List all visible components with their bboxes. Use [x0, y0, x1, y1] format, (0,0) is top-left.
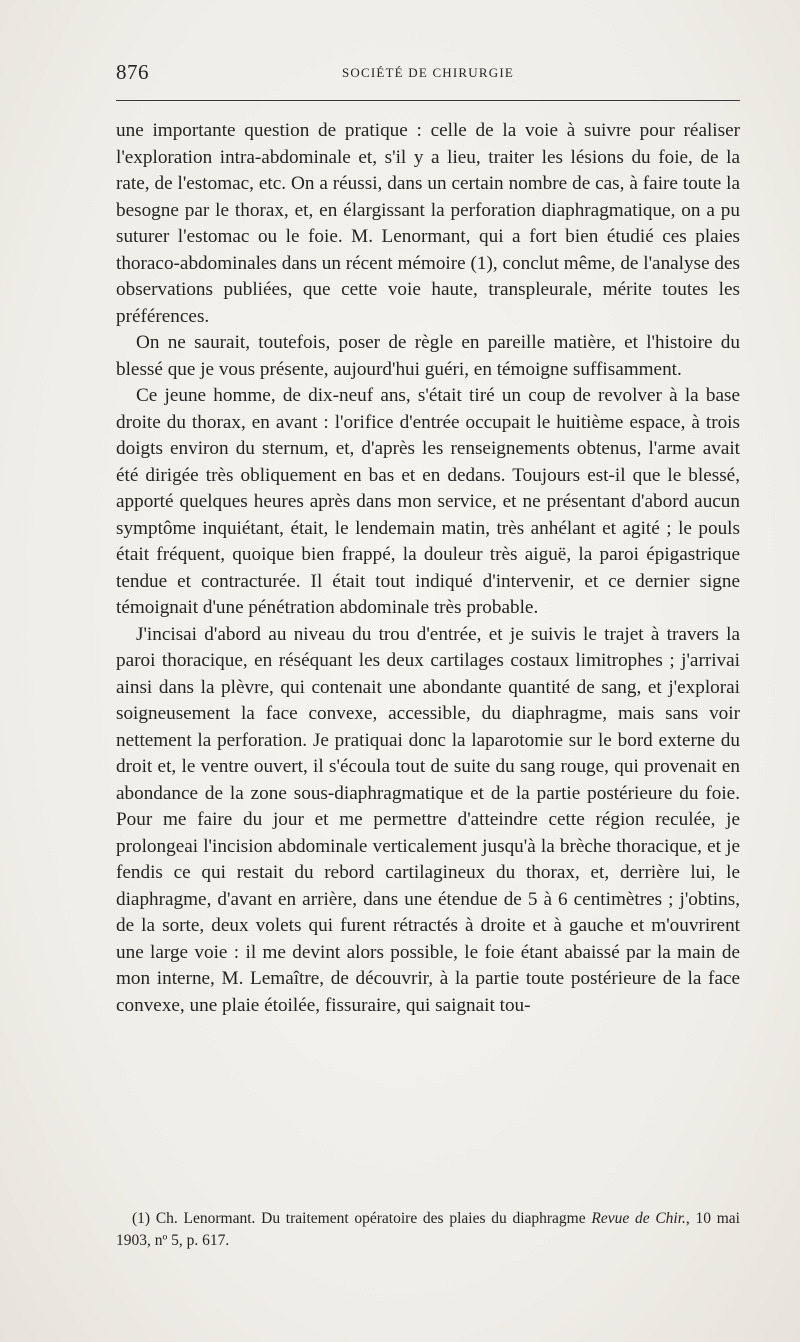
footnote-details: , 10 mai 1903, nº 5, p. 617.: [116, 1210, 740, 1249]
footnote-1: [116, 1208, 740, 1252]
paragraph-4: J'incisai d'abord au niveau du trou d'entrée, et je suivis le trajet à travers la paroi thoracique, en réséquant les deux cartilages costaux limitrophes ; j'arrivai ainsi dans la plèvre, qui contenait une abondante quantité de sang, et j'explorai soigneusement la face convexe, accessible, du diaphragme, mais sans voir nettement la perforation. Je pratiquai donc la laparotomie sur le bord externe du droit et, le ventre ouvert, il s'écoula tout de suite du sang rouge, qui provenait en abondance de la zone sous-diaphragmatique et de la partie postérieure du foie. Pour me faire du jour et me permettre d'atteindre cette région reculée, je prolongeai l'incision abdominale verticalement jusqu'à la brèche thoracique, et je fendis ce qui restait du rebord cartilagineux du thorax, et, derrière lui, le diaphragme, d'avant en arrière, dans une étendue de 5 à 6 centimètres ; j'obtins, de la sorte, deux volets qui furent rétractés à droite et à gauche et m'ouvrirent une large voie : il me devint alors possible, le foie étant abaissé par la main de mon interne, M. Lemaître, de découvrir, à la partie toute postérieure de la face convexe, une plaie étoilée, fissuraire, qui saignait tou-: [116, 623, 740, 1016]
running-title: SOCIÉTÉ DE CHIRURGIE: [341, 65, 515, 80]
footnote-marker: (1): [132, 1210, 151, 1227]
page-number: 876: [116, 60, 149, 84]
footnote: [116, 1208, 740, 1252]
header-rule: [116, 100, 740, 101]
footnote-author: Ch. Lenormant.: [155, 1210, 256, 1227]
paragraph-2: On ne saurait, toutefois, poser de règle en pareille matière, et l'histoire du blessé que je vous présente, aujourd'hui guéri, en témoigne suffisamment.: [116, 332, 740, 380]
footnote-journal: Revue de Chir.: [591, 1210, 686, 1227]
paragraph-1: une importante question de pratique : celle de la voie à suivre pour réaliser l'exploration intra-abdominale et, s'il y a lieu, traiter les lésions du foie, de la rate, de l'estomac, etc. On a réussi, dans un certain nombre de cas, à faire toute la besogne par le thorax, et, en élargissant la perforation diaphragmatique, on a pu suturer l'estomac ou le foie. M. Lenormant, qui a fort bien étudié ces plaies thoraco-abdominales dans un récent mémoire (1), conclut même, de l'analyse des observations publiées, que cette voie haute, transpleurale, mérite toutes les préférences.: [116, 120, 740, 327]
page-header: [116, 60, 740, 90]
footnote-title: Du traitement opératoire des plaies du diaphragme: [261, 1210, 586, 1227]
body-text: [116, 118, 740, 1019]
paragraph-3: Ce jeune homme, de dix-neuf ans, s'était tiré un coup de revolver à la base droite du thorax, en avant : l'orifice d'entrée occupait le huitième espace, à trois doigts environ du sternum, et, d'après les renseignements obtenus, l'arme avait été dirigée très obliquement en bas et en dedans. Toujours est-il que le blessé, apporté quelques heures après dans mon service, et ne présentant d'abord aucun symptôme inquiétant, était, le lendemain matin, très anhélant et agité ; le pouls était fréquent, quoique bien frappé, la douleur très aiguë, la paroi épigastrique tendue et contracturée. Il était tout indiqué d'intervenir, et ce dernier signe témoignait d'une pénétration abdominale très probable.: [116, 385, 740, 618]
